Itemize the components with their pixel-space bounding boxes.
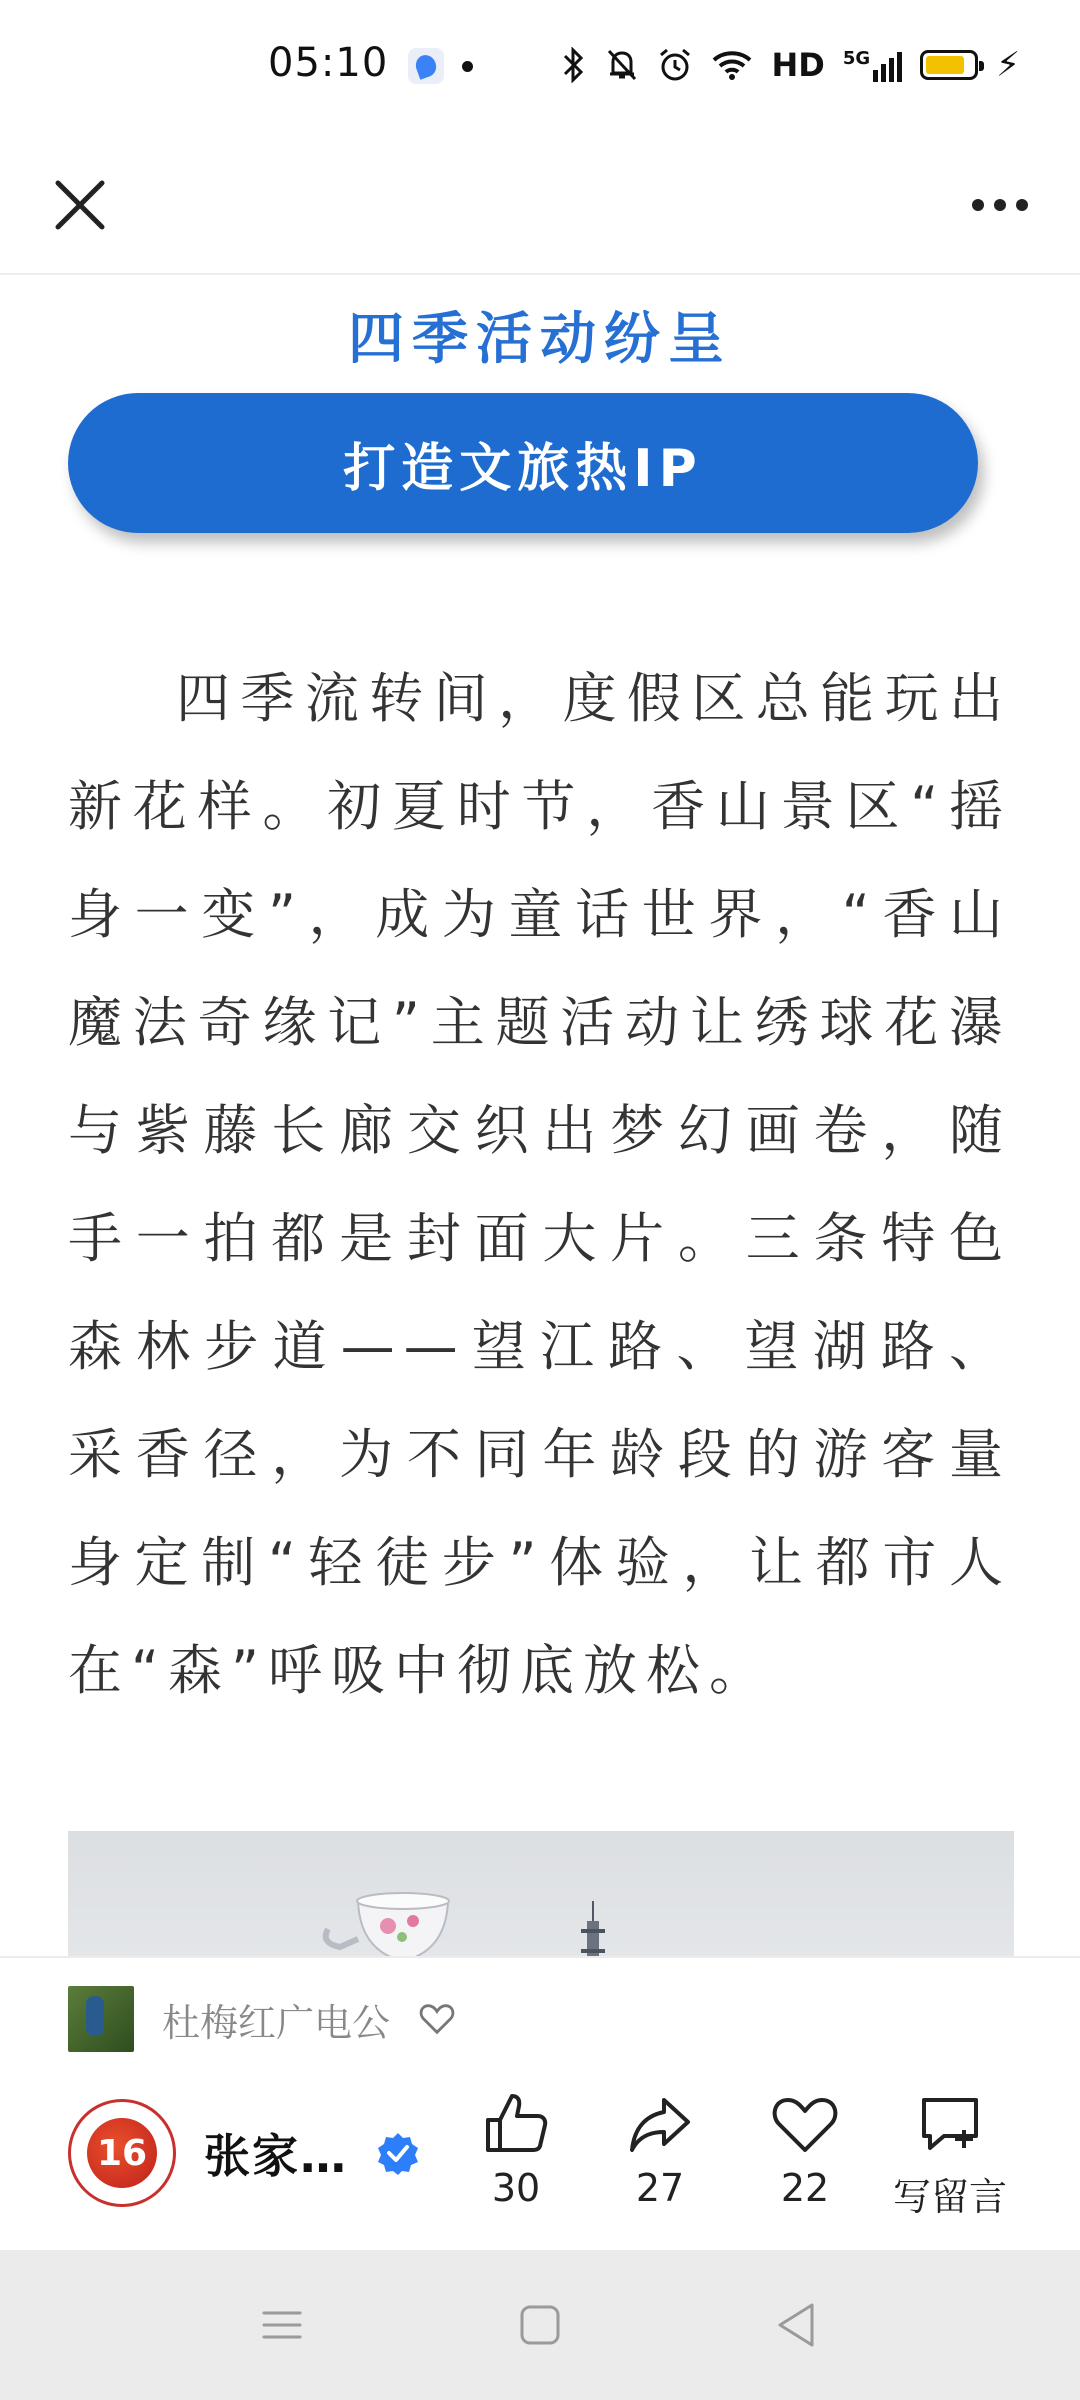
close-button[interactable] — [30, 155, 130, 255]
section-title: 四季活动纷呈 — [348, 307, 732, 372]
article-paragraph: 四季流转间，度假区总能玩出新花样。初夏时节，香山景区“摇身一变”，成为童话世界，“香山魔法奇缘记”主题活动让绣球花瀑与紫藤长廊交织出梦幻画卷，随手一拍都是封面大片。三条特色森林步道——望江路、望湖路、采香径，为不同年龄段的游客量身定制“轻徒步”体验，让都市人在“森”呼吸中彻底放松。 — [68, 667, 1012, 1702]
battery-icon — [920, 50, 978, 80]
more-dots-icon — [972, 199, 984, 211]
alarm-icon — [657, 47, 693, 83]
share-arrow-icon — [624, 2088, 696, 2160]
wifi-icon — [711, 48, 753, 82]
share-count: 27 — [635, 2166, 685, 2210]
thumb-up-icon — [480, 2088, 552, 2160]
signal-icon — [843, 48, 902, 82]
top-app-bar — [0, 135, 1080, 275]
account-info[interactable] — [68, 2098, 420, 2208]
network-label: HD — [771, 46, 825, 84]
more-options-button[interactable] — [950, 155, 1050, 255]
verified-badge-icon — [376, 2131, 420, 2175]
close-icon — [30, 155, 130, 255]
commenter-name: 杜梅红广电公 — [162, 2000, 391, 2045]
bottom-action-panel — [0, 1956, 1080, 2250]
commenter-avatar — [68, 1986, 134, 2052]
share-button[interactable] — [590, 2088, 730, 2210]
account-logo-mark: 16 — [87, 2118, 157, 2188]
section-heading-pill: 打造文旅热IP — [68, 393, 978, 533]
pagoda-image — [578, 1901, 608, 1957]
favorite-count: 22 — [780, 2166, 830, 2210]
favorite-button[interactable] — [735, 2088, 875, 2210]
comment-plus-icon — [914, 2088, 986, 2160]
article-photo[interactable] — [68, 1831, 1014, 1957]
signal-label: 5G — [842, 48, 871, 69]
heart-icon — [769, 2088, 841, 2160]
article-content — [0, 277, 1080, 1957]
commenter-row[interactable] — [68, 1986, 456, 2052]
app-notification-icon — [408, 48, 444, 84]
comment-label: 写留言 — [892, 2175, 1007, 2219]
back-button[interactable] — [766, 2295, 826, 2355]
write-comment-button[interactable] — [880, 2088, 1020, 2221]
home-button[interactable] — [510, 2295, 570, 2355]
notification-dot-icon — [462, 61, 473, 72]
heart-outline-icon[interactable] — [418, 2000, 456, 2038]
bluetooth-icon — [561, 47, 587, 83]
system-nav-bar — [0, 2250, 1080, 2400]
recent-apps-button[interactable] — [252, 2295, 312, 2355]
like-count: 30 — [491, 2166, 541, 2210]
account-logo — [68, 2099, 176, 2207]
teacup-sculpture-image — [318, 1891, 488, 1957]
mute-bell-icon — [605, 47, 639, 83]
status-bar — [0, 0, 1080, 135]
account-name: 张家… — [204, 2129, 348, 2183]
charging-icon: ⚡ — [996, 45, 1020, 85]
status-time: 05:10 — [268, 40, 389, 86]
status-icons — [561, 40, 1020, 90]
like-button[interactable] — [446, 2088, 586, 2210]
